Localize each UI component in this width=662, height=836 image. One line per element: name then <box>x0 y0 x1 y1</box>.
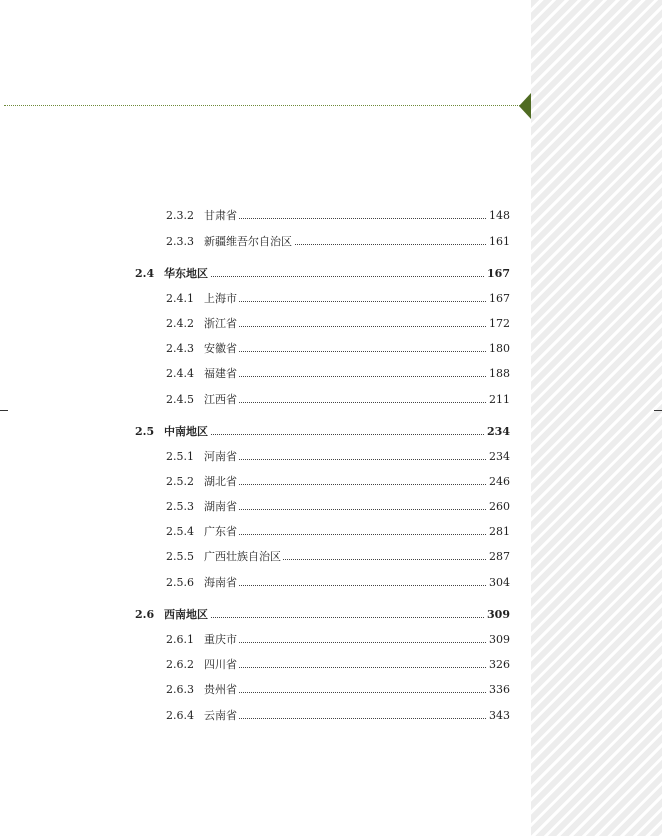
toc-page-number: 180 <box>489 342 510 355</box>
toc-entry-title: 湖北省 <box>204 475 237 488</box>
toc-entry-number: 2.5.4 <box>166 525 194 538</box>
toc-entry-number: 2.4.3 <box>166 342 194 355</box>
toc-entry-title: 云南省 <box>204 709 237 722</box>
toc-entry-row <box>0 392 510 408</box>
toc-section-row <box>0 266 510 282</box>
dot-leader <box>164 275 488 277</box>
toc-page-number: 161 <box>489 235 510 248</box>
dot-leader <box>204 483 488 485</box>
toc-entry-title: 重庆市 <box>204 633 237 646</box>
decorative-stripe-band <box>531 0 662 836</box>
toc-page-number: 234 <box>489 450 510 463</box>
toc-page-number: 336 <box>489 683 510 696</box>
toc-entry-title: 上海市 <box>204 292 237 305</box>
toc-entry-title: 广西壮族自治区 <box>204 550 281 563</box>
toc-entry-number: 2.6 <box>135 608 155 621</box>
toc-entry-number: 2.4.1 <box>166 292 194 305</box>
toc-entry-number: 2.4 <box>135 267 155 280</box>
toc-entry-row <box>0 449 510 465</box>
toc-entry-number: 2.6.4 <box>166 709 194 722</box>
toc-entry-title: 甘肃省 <box>204 209 237 222</box>
toc-entry-number: 2.5.1 <box>166 450 194 463</box>
dot-leader <box>204 666 488 668</box>
dot-leader <box>204 401 488 403</box>
toc-section-row <box>0 607 510 623</box>
toc-entry-title: 贵州省 <box>204 683 237 696</box>
toc-entry-title: 福建省 <box>204 367 237 380</box>
toc-entry-row <box>0 341 510 357</box>
toc-entry-row <box>0 291 510 307</box>
toc-entry-row <box>0 366 510 382</box>
toc-entry-title: 西南地区 <box>164 608 208 621</box>
toc-entry-title: 华东地区 <box>164 267 208 280</box>
toc-page-number: 148 <box>489 209 510 222</box>
toc-entry-row <box>0 657 510 673</box>
dot-leader <box>204 458 488 460</box>
crop-mark-left <box>0 410 8 411</box>
toc-page-number: 326 <box>489 658 510 671</box>
toc-entry-title: 河南省 <box>204 450 237 463</box>
dot-leader <box>164 433 488 435</box>
toc-entry-number: 2.3.3 <box>166 235 194 248</box>
dot-leader <box>204 350 488 352</box>
toc-entry-row <box>0 549 510 565</box>
toc-entry-number: 2.4.2 <box>166 317 194 330</box>
dot-leader <box>204 375 488 377</box>
toc-entry-title: 广东省 <box>204 525 237 538</box>
toc-entry-row <box>0 499 510 515</box>
toc-entry-title: 湖南省 <box>204 500 237 513</box>
toc-entry-title: 四川省 <box>204 658 237 671</box>
toc-entry-number: 2.6.2 <box>166 658 194 671</box>
toc-entry-row <box>0 208 510 224</box>
toc-page-number: 246 <box>489 475 510 488</box>
toc-entry-number: 2.5.6 <box>166 576 194 589</box>
toc-entry-row <box>0 632 510 648</box>
toc-entry-number: 2.4.4 <box>166 367 194 380</box>
dot-leader <box>204 217 488 219</box>
header-rule <box>4 105 522 106</box>
dot-leader <box>204 325 488 327</box>
toc-page-number: 167 <box>487 267 510 280</box>
toc-page-number: 281 <box>489 525 510 538</box>
toc-page-number: 211 <box>489 393 510 406</box>
toc-entry-number: 2.3.2 <box>166 209 194 222</box>
toc-entry-row <box>0 708 510 724</box>
dot-leader <box>204 300 488 302</box>
toc-entry-number: 2.5.5 <box>166 550 194 563</box>
toc-entry-number: 2.6.3 <box>166 683 194 696</box>
dot-leader <box>204 508 488 510</box>
toc-page-number: 172 <box>489 317 510 330</box>
toc-entry-row <box>0 682 510 698</box>
toc-page-number: 287 <box>489 550 510 563</box>
toc-entry-number: 2.5.2 <box>166 475 194 488</box>
dot-leader <box>204 533 488 535</box>
toc-page-number: 167 <box>489 292 510 305</box>
toc-entry-title: 海南省 <box>204 576 237 589</box>
dot-leader <box>164 616 488 618</box>
toc-page-number: 188 <box>489 367 510 380</box>
toc-entry-number: 2.6.1 <box>166 633 194 646</box>
toc-entry-number: 2.4.5 <box>166 393 194 406</box>
toc-page-number: 343 <box>489 709 510 722</box>
toc-entry-row <box>0 234 510 250</box>
toc-page-number: 260 <box>489 500 510 513</box>
toc-page-number: 234 <box>487 425 510 438</box>
dot-leader <box>204 641 488 643</box>
toc-section-row <box>0 424 510 440</box>
toc-entry-row <box>0 575 510 591</box>
toc-page-number: 309 <box>489 633 510 646</box>
toc-entry-row <box>0 316 510 332</box>
toc-entry-title: 浙江省 <box>204 317 237 330</box>
toc-entry-number: 2.5 <box>135 425 155 438</box>
dot-leader <box>204 691 488 693</box>
toc-page-number: 309 <box>487 608 510 621</box>
dot-leader <box>204 717 488 719</box>
toc-entry-title: 中南地区 <box>164 425 208 438</box>
dot-leader <box>204 584 488 586</box>
crop-mark-right <box>654 410 662 411</box>
toc-entry-title: 安徽省 <box>204 342 237 355</box>
toc-entry-title: 江西省 <box>204 393 237 406</box>
toc-entry-row <box>0 524 510 540</box>
toc-entry-title: 新疆维吾尔自治区 <box>204 235 292 248</box>
toc-entry-row <box>0 474 510 490</box>
rule-arrow-icon <box>519 93 531 119</box>
toc-entry-number: 2.5.3 <box>166 500 194 513</box>
toc-page-number: 304 <box>489 576 510 589</box>
